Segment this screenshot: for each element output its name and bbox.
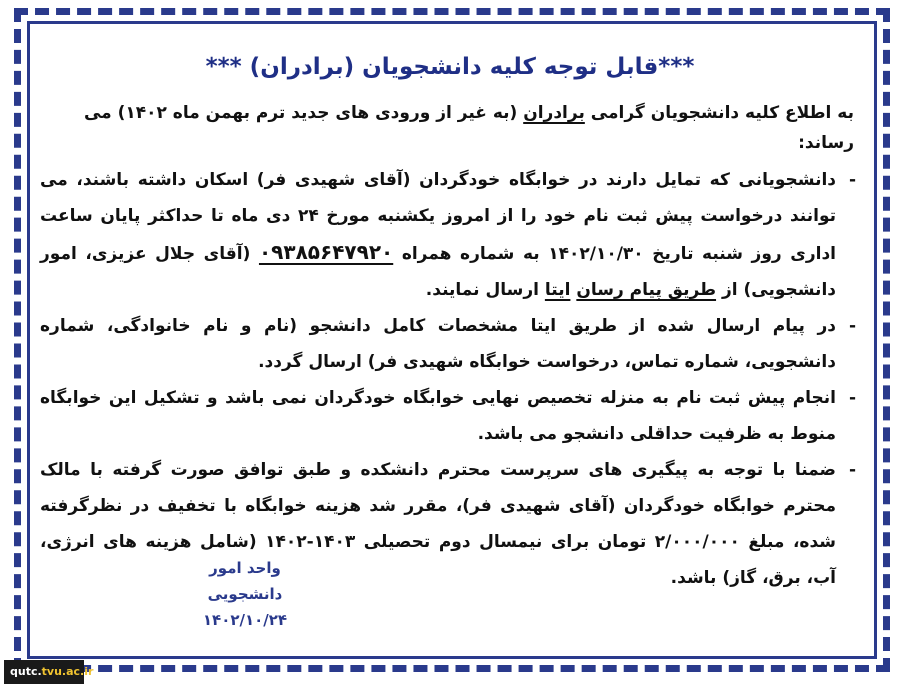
bullet-3-text: انجام پیش ثبت نام به منزله تخصیص نهایی خوابگاه خودگردان نمی باشد و تشکیل این خوابگاه منوط به ظرفیت حداقلی دانشجو می باشد. — [40, 388, 836, 444]
watermark-domain: tvu.ac.ir — [41, 665, 94, 678]
bullet-dash: - — [848, 460, 856, 480]
bullet-1-underlined-eitaa: ایتا — [544, 280, 571, 300]
bullet-4-text: ضمنا با توجه به پیگیری های سرپرست محترم دانشکده و طبق توافق صورت گرفته با مالک محترم خوابگاه خودگردان (آقای شهیدی فر)، مقرر شد هزینه خوابگاه با تخفیف در نظرگرفته شده، مبلغ ۲/۰۰۰/۰۰۰ تومان برای نیمسال دوم تحصیلی ۱۴۰۳-۱۴۰۲ (شامل هزینه های انرژی، آب، برق، گاز) باشد. — [40, 460, 836, 588]
bullet-1-text-a: دانشجویانی که تمایل دارند در خوابگاه خودگردان (آقای شهیدی فر) اسکان داشته باشند، می توانند درخواست پیش ثبت نام خود را از امروز یکشنبه مورخ ۲۴ دی ماه تا حداکثر پایان ساعت اداری روز شنبه تاریخ ۱۴۰۲/۱۰/۳۰ به شماره همراه — [40, 170, 837, 264]
signature-block — [175, 555, 315, 633]
signature-date: ۱۴۰۲/۱۰/۲۴ — [202, 611, 288, 629]
intro-text-end: (به غیر از ورودی های جدید ترم بهمن ماه ۱۴۰۲) می رساند: — [83, 103, 854, 153]
notice-bullet-list — [40, 162, 860, 596]
contact-phone-number: ۰۹۳۸۵۶۴۷۹۲۰ — [258, 240, 394, 264]
bullet-1-underlined-messenger: طریق پیام رسان — [576, 280, 717, 300]
bullet-dash: - — [848, 170, 856, 190]
watermark-prefix: qutc. — [10, 665, 42, 678]
bullet-dash: - — [848, 316, 856, 336]
bullet-not-final-allocation — [40, 380, 860, 452]
intro-text-start: به اطلاع کلیه دانشجویان گرامی — [584, 103, 854, 123]
notice-title: ***قابل توجه کلیه دانشجویان (برادران) *** — [205, 54, 695, 80]
bullet-dorm-fee — [40, 452, 860, 596]
bullet-preregistration — [40, 162, 860, 308]
intro-underlined-brothers: برادران — [523, 103, 585, 123]
bullet-message-details — [40, 308, 860, 380]
bullet-2-text: در پیام ارسال شده از طریق ایتا مشخصات کامل دانشجو (نام و نام خانوادگی، شماره دانشجویی، شماره تماس، درخواست خوابگاه شهیدی فر) ارسال گردد. — [40, 316, 836, 372]
bullet-1-text-b: (آقای جلال عزیزی، امور دانشجویی) از — [40, 244, 836, 300]
notice-document — [40, 30, 860, 650]
bullet-dash: - — [848, 388, 856, 408]
site-watermark — [4, 660, 94, 684]
bullet-1-text-d: ارسال نمایند. — [425, 280, 545, 300]
notice-intro — [40, 98, 854, 158]
signature-unit: واحد امور دانشجویی — [207, 559, 283, 603]
